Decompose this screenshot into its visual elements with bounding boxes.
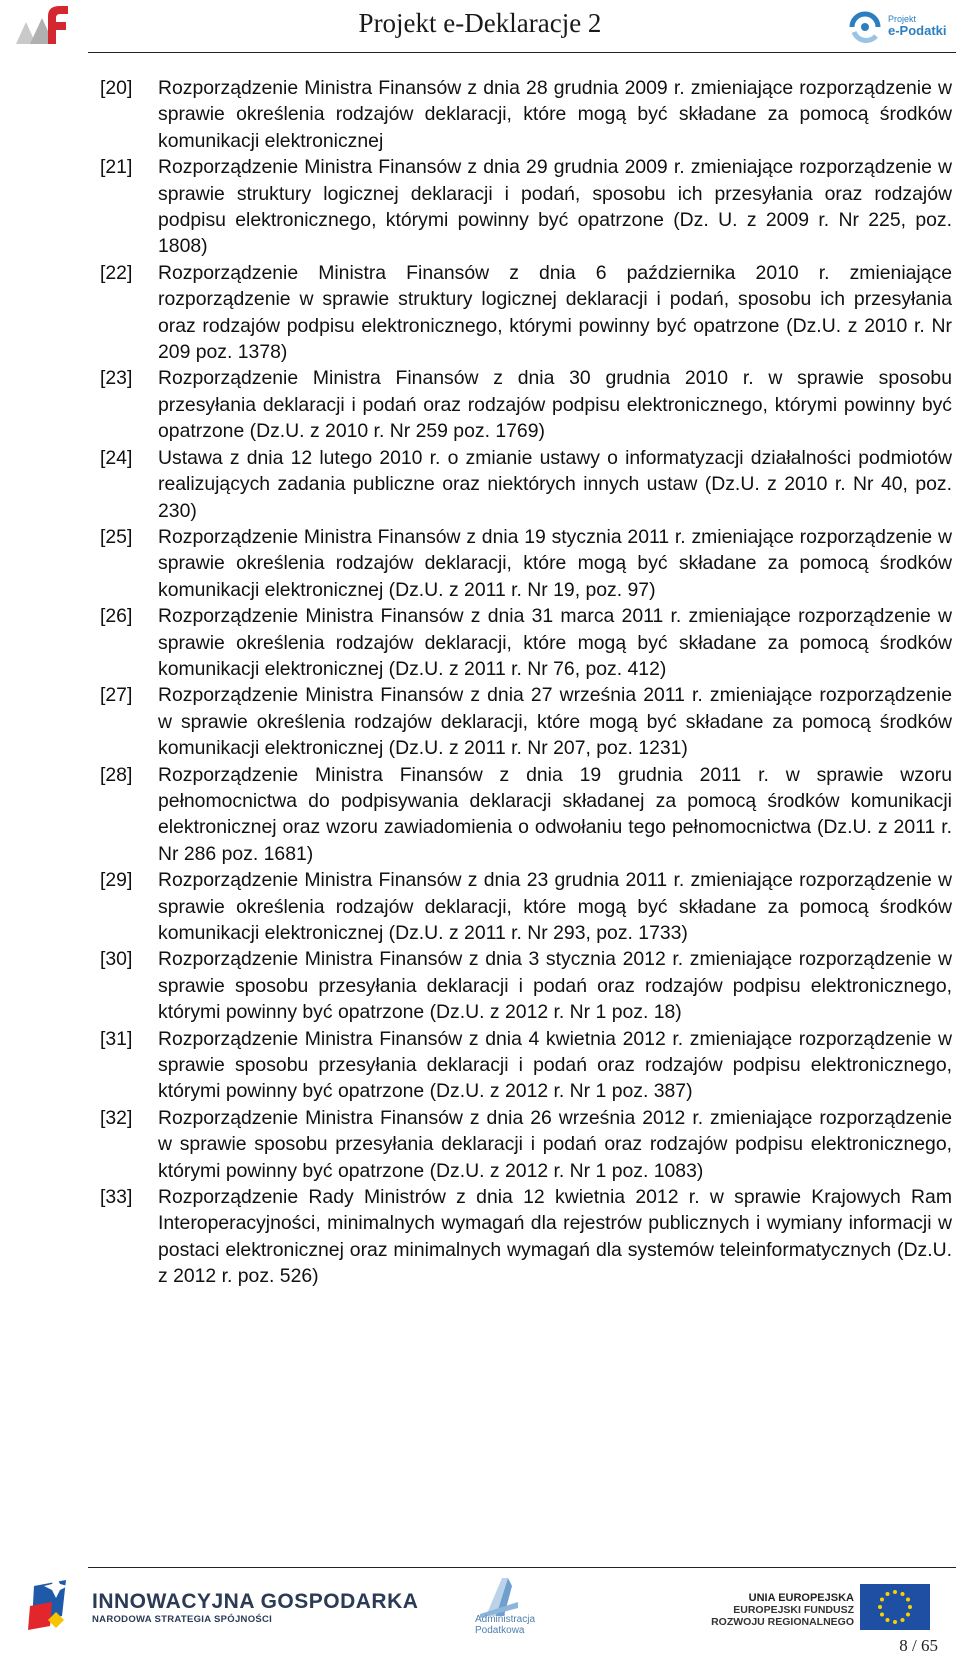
- ue-line3: ROZWOJU REGIONALNEGO: [711, 1616, 854, 1628]
- reference-text: Rozporządzenie Ministra Finansów z dnia 30 grudnia 2010 r. w sprawie sposobu przesyłania deklaracji i podań oraz rodzajów podpisu elektronicznego, którymi powinny być opatrzone (Dz.U. z 2010 r. Nr 259 poz. 1769): [158, 367, 952, 443]
- reference-number: [20]: [100, 77, 133, 99]
- page-footer: [0, 1570, 960, 1667]
- reference-text: Rozporządzenie Ministra Finansów z dnia 26 września 2012 r. zmieniające rozporządzenie w sprawie sposobu przesyłania deklaracji i podań oraz rodzajów podpisu elektronicznego, którymi powinny być opatrzone (Dz.U. z 2012 r. Nr 1 poz. 1083): [158, 1106, 952, 1182]
- reference-number: [22]: [100, 261, 133, 284]
- reference-text: Ustawa z dnia 12 lutego 2010 r. o zmianie ustawy o informatyzacji działalności podmiotów realizujących zadania publiczne oraz niektórych innych ustaw (Dz.U. z 2010 r. Nr 40, poz. 230): [158, 446, 952, 522]
- reference-text: Rozporządzenie Ministra Finansów z dnia 31 marca 2011 r. zmieniające rozporządzenie w sprawie określenia rodzajów deklaracji, które mogą być składane za pomocą środków komunikacji elektronicznej (Dz.U. z 2011 r. Nr 76, poz. 412): [158, 605, 952, 680]
- reference-number: [21]: [100, 156, 133, 179]
- reference-number: [33]: [100, 1186, 133, 1209]
- reference-item: [100, 762, 952, 868]
- eu-fund-text: [700, 1592, 854, 1628]
- reference-item: [100, 1184, 952, 1290]
- eu-flag-icon: [860, 1584, 930, 1630]
- reference-text: Rozporządzenie Ministra Finansów z dnia 19 stycznia 2011 r. zmieniające rozporządzenie w sprawie określenia rodzajów deklaracji, które mogą być składane za pomocą środków komunikacji elektronicznej (Dz.U. z 2011 r. Nr 19, poz. 97): [158, 525, 952, 601]
- ap-line2: Podatkowa: [475, 1625, 525, 1636]
- reference-item: [100, 445, 952, 524]
- reference-text: Rozporządzenie Ministra Finansów z dnia 19 grudnia 2011 r. w sprawie wzoru pełnomocnictwa do podpisywania deklaracji składanej za pomocą środków komunikacji elektronicznej oraz wzoru zawiadomienia o odwołaniu tego pełnomocnictwa (Dz.U. z 2011 r. Nr 286 poz. 1681): [158, 763, 952, 865]
- reference-item: [100, 1026, 952, 1105]
- reference-item: [100, 603, 952, 682]
- ig-subtitle: NARODOWA STRATEGIA SPÓJNOŚCI: [92, 1614, 273, 1625]
- page-header: [0, 0, 960, 52]
- bibliography-list: [100, 75, 952, 1290]
- reference-number: [28]: [100, 763, 133, 786]
- reference-item: [100, 682, 952, 761]
- ap-line1: Administracja: [475, 1614, 536, 1625]
- reference-text: Rozporządzenie Rady Ministrów z dnia 12 kwietnia 2012 r. w sprawie Krajowych Ram Interoperacyjności, minimalnych wymagań dla rejestrów publicznych i wymiany informacji w postaci elektronicznej oraz minimalnych wymagań dla systemów teleinformatycznych (Dz.U. z 2012 r. poz. 526): [158, 1186, 952, 1288]
- reference-item: [100, 75, 952, 154]
- reference-text: Rozporządzenie Ministra Finansów z dnia 28 grudnia 2009 r. zmieniające rozporządzenie w sprawie określenia rodzajów deklaracji, które mogą być składane za pomocą środków komunikacji elektronicznej: [158, 77, 952, 152]
- administracja-podatkowa-text: [475, 1614, 535, 1636]
- reference-item: [100, 1105, 952, 1184]
- reference-number: [32]: [100, 1106, 133, 1129]
- reference-number: [29]: [100, 869, 133, 892]
- reference-item: [100, 365, 952, 444]
- footer-divider: [88, 1567, 956, 1568]
- reference-text: Rozporządzenie Ministra Finansów z dnia 6 października 2010 r. zmieniające rozporządzenie w sprawie struktury logicznej deklaracji i podań, sposobu ich przesyłania oraz rodzajów podpisu elektronicznego, którymi powinny być opatrzone (Dz.U. z 2010 r. Nr 209 poz. 1378): [158, 261, 952, 364]
- header-divider: [88, 52, 956, 53]
- innowacyjna-gospodarka-logo-icon: [26, 1576, 96, 1640]
- e-podatki-logo-text: [888, 14, 947, 38]
- reference-text: Rozporządzenie Ministra Finansów z dnia 27 września 2011 r. zmieniające rozporządzenie w sprawie określenia rodzajów deklaracji, które mogą być składane za pomocą środków komunikacji elektronicznej (Dz.U. z 2011 r. Nr 207, poz. 1231): [158, 684, 952, 760]
- reference-item: [100, 867, 952, 946]
- ue-line2: EUROPEJSKI FUNDUSZ: [733, 1604, 854, 1616]
- reference-item: [100, 524, 952, 603]
- reference-item: [100, 154, 952, 260]
- page-title: Projekt e-Deklaracje 2: [358, 8, 602, 38]
- reference-number: [31]: [100, 1027, 133, 1050]
- reference-number: [26]: [100, 605, 133, 628]
- reference-number: [25]: [100, 525, 133, 548]
- reference-text: Rozporządzenie Ministra Finansów z dnia 29 grudnia 2009 r. zmieniające rozporządzenie w sprawie struktury logicznej deklaracji i podań, sposobu ich przesyłania oraz rodzajów podpisu elektronicznego, którymi powinny być opatrzone (Dz. U. z 2009 r. Nr 225, poz. 1808): [158, 156, 952, 258]
- innowacyjna-gospodarka-text: [92, 1590, 418, 1625]
- reference-text: Rozporządzenie Ministra Finansów z dnia 3 stycznia 2012 r. zmieniające rozporządzenie w sprawie sposobu przesyłania deklaracji i podań oraz rodzajów podpisu elektronicznego, którymi powinny być opatrzone (Dz.U. z 2012 r. Nr 1 poz. 18): [158, 948, 952, 1024]
- reference-number: [23]: [100, 367, 133, 390]
- reference-item: [100, 946, 952, 1025]
- reference-number: [30]: [100, 948, 133, 971]
- ig-title: INNOWACYJNA GOSPODARKA: [92, 1590, 419, 1613]
- e-podatki-small-label: Projekt: [888, 14, 917, 24]
- reference-number: [27]: [100, 684, 133, 707]
- ue-line1: UNIA EUROPEJSKA: [748, 1592, 854, 1604]
- e-podatki-big-label: e-Podatki: [888, 23, 947, 38]
- reference-text: Rozporządzenie Ministra Finansów z dnia 4 kwietnia 2012 r. zmieniające rozporządzenie w sprawie sposobu przesyłania deklaracji i podań oraz rodzajów podpisu elektronicznego, którymi powinny być opatrzone (Dz.U. z 2012 r. Nr 1 poz. 387): [158, 1027, 952, 1103]
- page-number: 8 / 65: [899, 1636, 938, 1655]
- reference-item: [100, 260, 952, 366]
- reference-number: [24]: [100, 446, 133, 469]
- reference-text: Rozporządzenie Ministra Finansów z dnia 23 grudnia 2011 r. zmieniające rozporządzenie w sprawie określenia rodzajów deklaracji, które mogą być składane za pomocą środków komunikacji elektronicznej (Dz.U. z 2011 r. Nr 293, poz. 1733): [158, 869, 952, 944]
